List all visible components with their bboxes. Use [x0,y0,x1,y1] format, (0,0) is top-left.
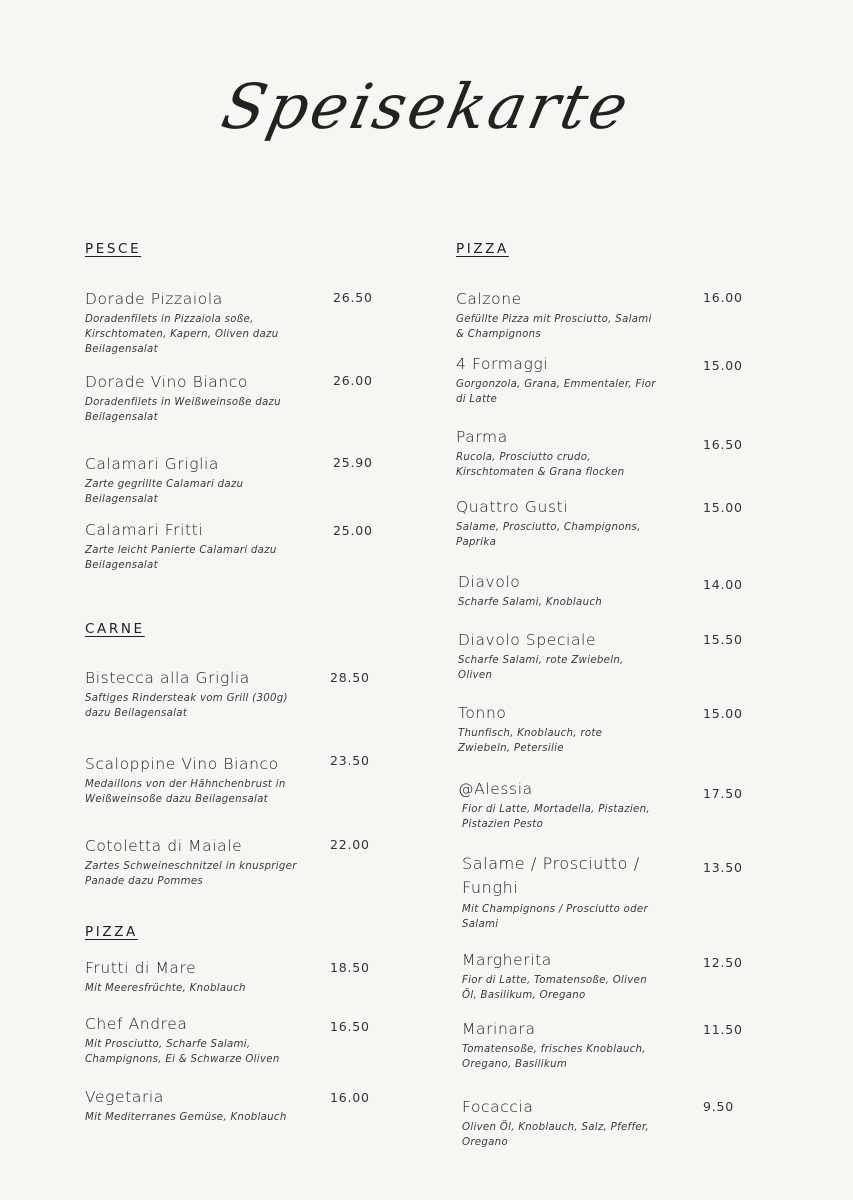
item-description: Gorgonzola, Grana, Emmentaler, Fior di Latte [456,379,656,405]
section-heading-pesce: PESCE [85,241,142,257]
menu-item [85,288,300,357]
menu-item [85,453,300,507]
menu-item [458,702,658,756]
item-name: Frutti di Mare [85,959,197,977]
item-name: Calamari Griglia [85,455,220,473]
item-price: 17.50 [703,786,743,801]
item-price: 15.50 [703,632,743,647]
item-description: Zarte gegrillte Calamari dazu Beilagensalat [85,479,244,505]
item-price: 15.00 [703,706,743,721]
menu-item [462,1018,662,1072]
item-price: 26.50 [333,290,373,305]
item-name: Chef Andrea [85,1015,188,1033]
item-description: Oliven Öl, Knoblauch, Salz, Pfeffer, Oregano [462,1122,649,1148]
item-price: 18.50 [330,960,370,975]
menu-item [85,519,300,573]
menu-item [85,753,300,807]
item-description: Zartes Schweineschnitzel in knuspriger Panade dazu Pommes [85,861,297,887]
item-name: @Alessia [458,780,533,798]
item-name: Dorade Pizzaiola [85,290,223,308]
item-price: 16.50 [703,437,743,452]
item-price: 16.50 [330,1019,370,1034]
menu-item [85,371,300,425]
menu-item [456,288,656,342]
item-price: 16.00 [703,290,743,305]
item-description: Mit Champignons / Prosciutto oder Salami [462,904,648,930]
menu-title: Speisekarte [215,70,638,143]
item-name: Scaloppine Vino Bianco [85,755,279,773]
item-price: 28.50 [330,670,370,685]
item-description: Tomatensoße, frisches Knoblauch, Oregano, Basilikum [462,1044,646,1070]
item-name: Margherita [462,951,552,969]
section-heading-pizza-right: PIZZA [456,241,509,257]
item-description: Doradenfilets in Weißweinsoße dazu Beilagensalat [85,397,281,423]
item-price: 13.50 [703,860,743,875]
item-description: Fior di Latte, Mortadella, Pistazien, Pistazien Pesto [462,804,650,830]
section-heading-carne: CARNE [85,621,145,637]
item-price: 22.00 [330,837,370,852]
item-description: Rucola, Prosciutto crudo, Kirschtomaten & Grana flocken [456,452,625,478]
item-description: Doradenfilets in Pizzaiola soße, Kirschtomaten, Kapern, Oliven dazu Beilagensalat [85,314,279,355]
item-description: Mit Prosciutto, Scharfe Salami, Champignons, Ei & Schwarze Oliven [85,1039,280,1065]
item-description: Salame, Prosciutto, Champignons, Paprika [456,522,641,548]
menu-item [458,571,658,610]
item-name: Calamari Fritti [85,521,204,539]
item-name: Vegetaria [85,1088,164,1106]
item-description: Fior di Latte, Tomatensoße, Oliven Öl, Basilikum, Oregano [462,975,647,1001]
item-name: Quattro Gusti [456,498,569,516]
item-description: Zarte leicht Panierte Calamari dazu Beilagensalat [85,545,277,571]
menu-item [85,667,300,721]
item-name: Cotoletta di Maiale [85,837,243,855]
menu-item [462,852,662,932]
item-name: Dorade Vino Bianco [85,373,248,391]
item-price: 25.00 [333,523,373,538]
item-price: 23.50 [330,753,370,768]
item-description: Scharfe Salami, rote Zwiebeln, Oliven [458,655,624,681]
item-name: Tonno [458,704,507,722]
item-name: Calzone [456,290,522,308]
item-name: Diavolo Speciale [458,631,597,649]
item-description: Scharfe Salami, Knoblauch [458,597,602,608]
item-price: 26.00 [333,373,373,388]
menu-item [456,426,656,480]
item-name: Parma [456,428,508,446]
menu-item [458,778,658,832]
menu-item [458,629,658,683]
item-description: Gefüllte Pizza mit Prosciutto, Salami & Champignons [456,314,652,340]
menu-item [85,835,300,889]
section-heading-pizza-left: PIZZA [85,924,138,940]
menu-item [462,949,662,1003]
item-price: 14.00 [703,577,743,592]
item-price: 12.50 [703,955,743,970]
menu-item [85,1013,300,1067]
item-description: Mit Meeresfrüchte, Knoblauch [85,983,246,994]
item-name: Bistecca alla Griglia [85,669,250,687]
item-name: Salame / Prosciutto / Funghi [462,854,640,897]
item-price: 15.00 [703,358,743,373]
item-price: 15.00 [703,500,743,515]
item-description: Saftiges Rindersteak vom Grill (300g) dazu Beilagensalat [85,693,288,719]
item-name: 4 Formaggi [456,355,549,373]
item-price: 25.90 [333,455,373,470]
menu-item [462,1096,662,1150]
item-name: Focaccia [462,1098,534,1116]
menu-item [85,1086,300,1125]
item-price: 11.50 [703,1022,743,1037]
menu-item [456,496,656,550]
item-description: Thunfisch, Knoblauch, rote Zwiebeln, Petersilie [458,728,603,754]
item-name: Marinara [462,1020,536,1038]
item-description: Mit Mediterranes Gemüse, Knoblauch [85,1112,287,1123]
menu-item [456,353,656,407]
item-name: Diavolo [458,573,521,591]
item-description: Medaillons von der Hähnchenbrust in Weißweinsoße dazu Beilagensalat [85,779,286,805]
item-price: 16.00 [330,1090,370,1105]
menu-item [85,957,300,996]
item-price: 9.50 [703,1099,735,1114]
